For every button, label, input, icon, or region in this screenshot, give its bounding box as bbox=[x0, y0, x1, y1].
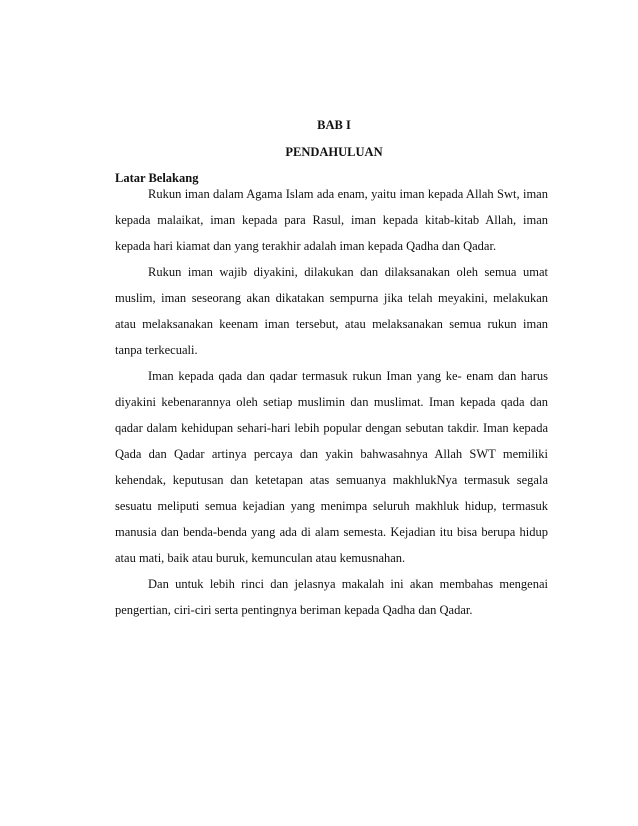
paragraph-2: Rukun iman wajib diyakini, dilakukan dan dilaksanakan oleh semua umat muslim, iman seseorang akan dikatakan sempurna jika telah meyakini, melakukan atau melaksanakan keenam iman tersebut, atau melaksanakan semua rukun iman tanpa terkecuali. bbox=[115, 265, 548, 357]
body-text bbox=[115, 181, 548, 623]
paragraph-3: Iman kepada qada dan qadar termasuk rukun Iman yang ke- enam dan harus diyakini kebenarannya oleh setiap muslimin dan muslimat. Iman kepada qada dan qadar dalam kehidupan sehari-hari lebih popular dengan sebutan takdir. Iman kepada Qada dan Qadar artinya percaya dan yakin bahwasahnya Allah SWT memiliki kehendak, keputusan dan ketetapan atas semuanya makhlukNya termasuk segala sesuatu meliputi semua kejadian yang menimpa seluruh makhluk hidup, termasuk manusia dan benda-benda yang ada di alam semesta. Kejadian itu bisa berupa hidup atau mati, baik atau buruk, kemunculan atau kemusnahan. bbox=[115, 369, 548, 565]
chapter-title: PENDAHULUAN bbox=[285, 145, 383, 159]
section-heading: Latar Belakang bbox=[115, 171, 199, 185]
paragraph-4: Dan untuk lebih rinci dan jelasnya makalah ini akan membahas mengenai pengertian, ciri-ciri serta pentingnya beriman kepada Qadha dan Qadar. bbox=[115, 577, 548, 617]
paragraph-1: Rukun iman dalam Agama Islam ada enam, yaitu iman kepada Allah Swt, iman kepada malaikat, iman kepada para Rasul, iman kepada kitab-kitab Allah, iman kepada hari kiamat dan yang terakhir adalah iman kepada Qadha dan Qadar. bbox=[115, 187, 548, 253]
chapter-number: BAB I bbox=[317, 118, 351, 132]
